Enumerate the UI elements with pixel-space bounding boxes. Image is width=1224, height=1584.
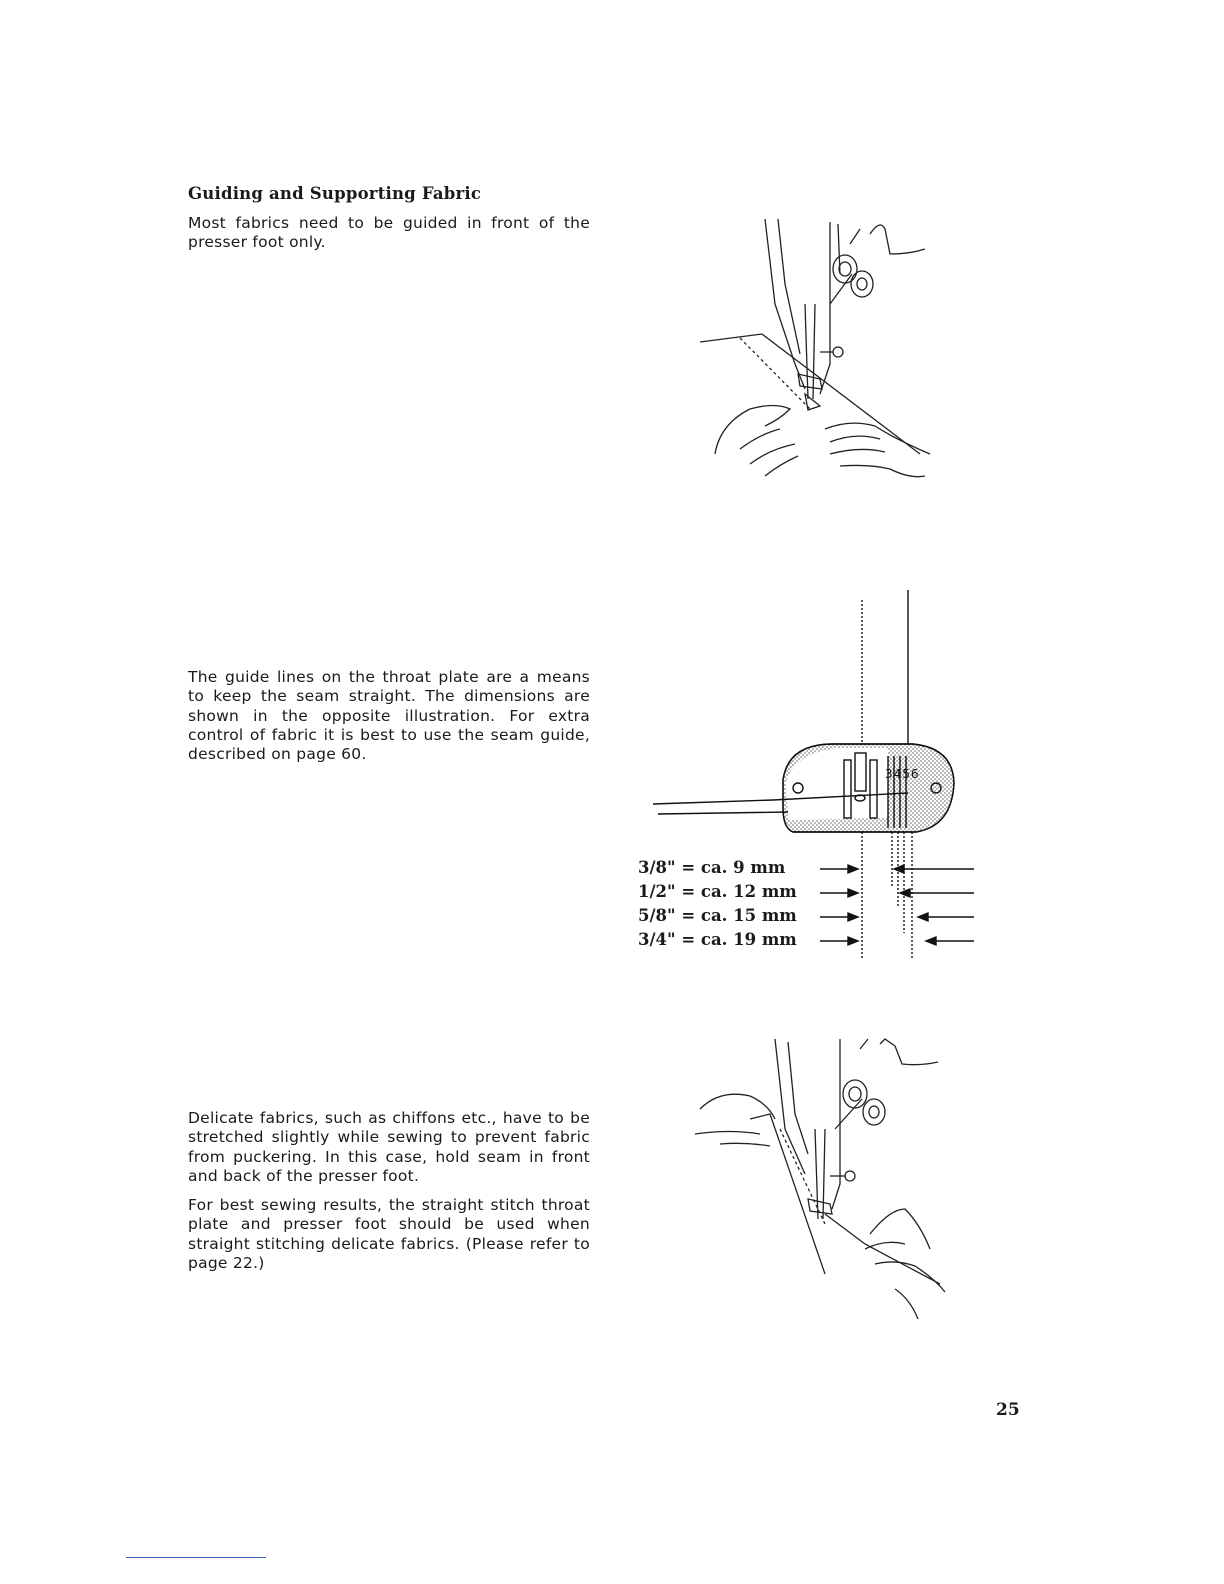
measurement-metric: = ca. 12 mm [681, 882, 797, 901]
paragraph-best-results: For best sewing results, the straight stitch throat plate and presser foot should be used when straight stitching delicate fabrics. (Please refer to page 22.) [188, 1196, 590, 1272]
paragraph-delicate-fabrics: Delicate fabrics, such as chiffons etc., have to be stretched slightly while sewing to prevent fabric from puckering. In this case, hold seam in front and back of the presser foot. [188, 1109, 590, 1185]
illustration-throat-plate [648, 588, 978, 960]
paragraph-guiding: Most fabrics need to be guided in front of the presser foot only. [188, 214, 590, 252]
section-heading: Guiding and Supporting Fabric [188, 184, 482, 203]
measurement-row [638, 858, 818, 877]
measurement-row [638, 930, 818, 949]
illustration-guiding-fabric [680, 214, 940, 494]
measurement-metric: = ca. 9 mm [681, 858, 786, 877]
illustration-delicate-fabric [690, 1034, 960, 1324]
measurement-inch: 3/8" [638, 858, 676, 877]
measurement-inch: 1/2" [638, 882, 676, 901]
measurement-inch: 3/4" [638, 930, 676, 949]
page-number: 25 [996, 1400, 1020, 1420]
measurement-metric: = ca. 15 mm [681, 906, 797, 925]
paragraph-guide-lines: The guide lines on the throat plate are a means to keep the seam straight. The dimensions are shown in the opposite illustration. For extra control of fabric it is best to use the seam guide, described on page 60. [188, 668, 590, 764]
measurement-row [638, 906, 818, 925]
measurement-metric: = ca. 19 mm [681, 930, 797, 949]
measurement-inch: 5/8" [638, 906, 676, 925]
measurement-row [638, 882, 818, 901]
guide-numbers: 3456 [885, 767, 920, 781]
footer-rule [126, 1557, 266, 1558]
